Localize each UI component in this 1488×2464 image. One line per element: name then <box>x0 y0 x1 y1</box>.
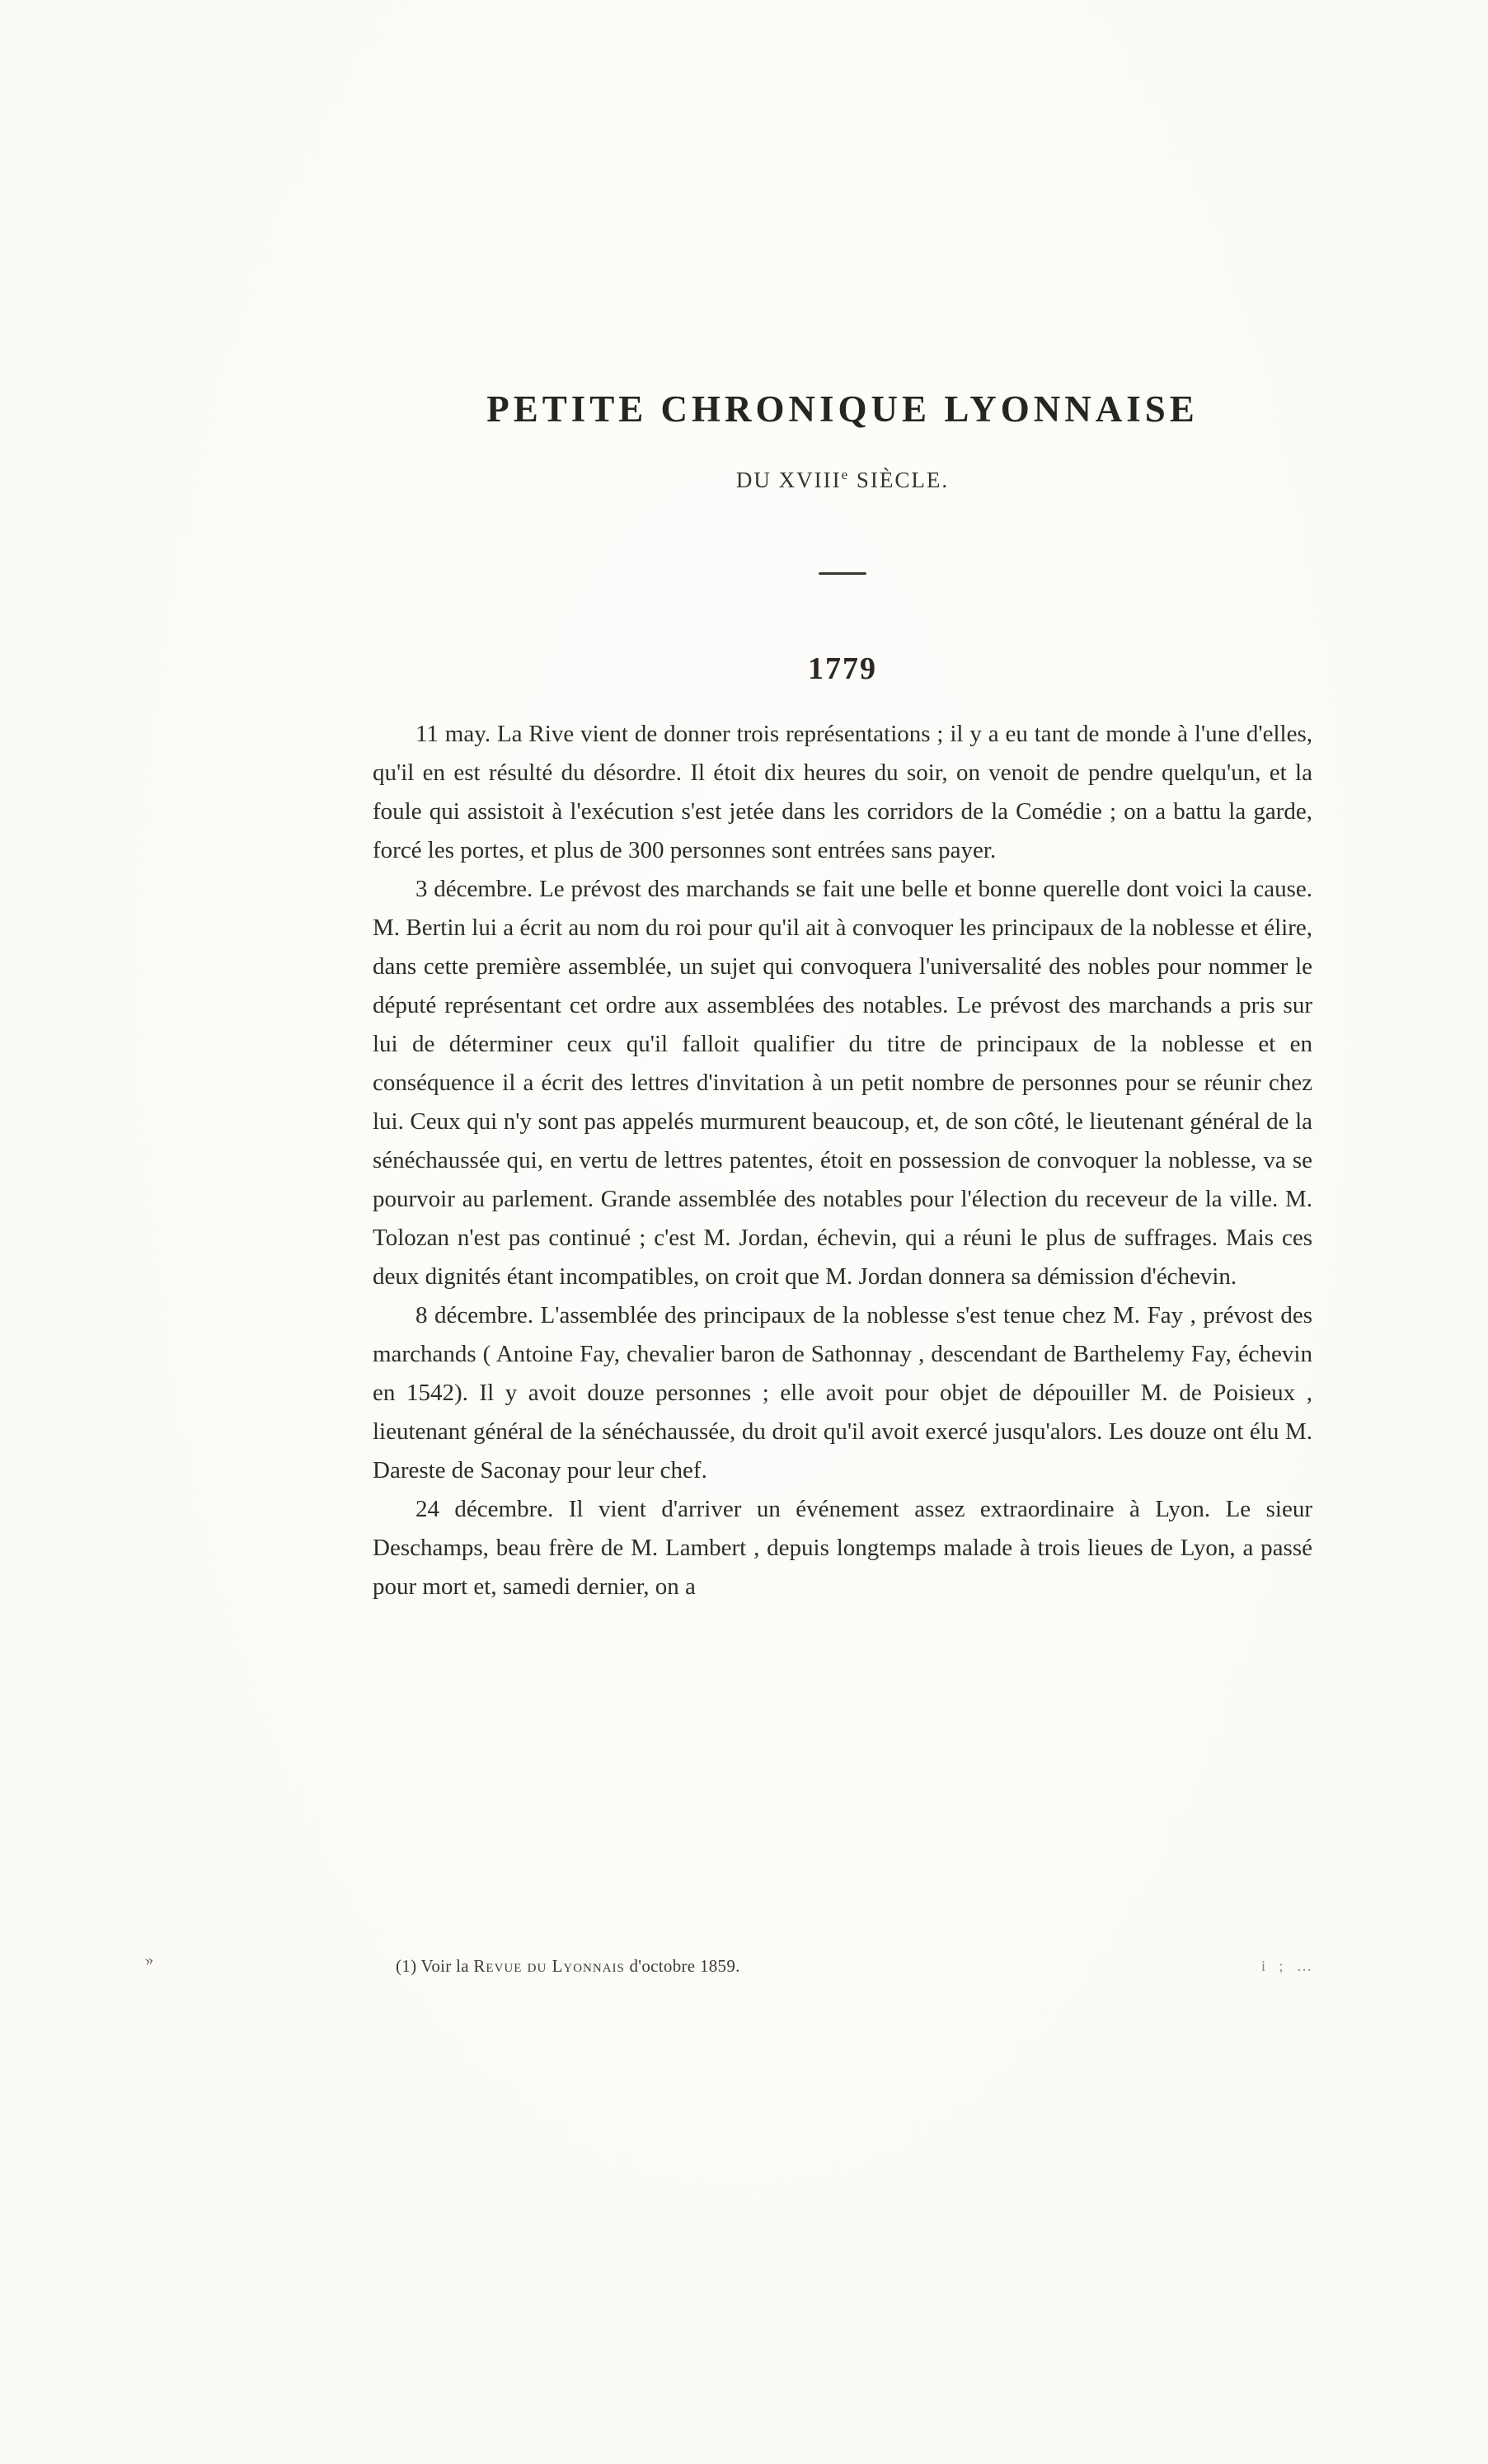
text-block <box>373 388 1312 1606</box>
footnote-text-suffix: d'octobre 1859. <box>624 1956 740 1976</box>
section-divider-rule <box>819 572 866 575</box>
page-subtitle <box>373 467 1312 493</box>
page-title: PETITE CHRONIQUE LYONNAISE <box>486 388 1199 430</box>
year-heading: 1779 <box>808 651 877 686</box>
press-signature-mark: i ; … <box>1261 1958 1317 1974</box>
paragraph-11-may: 11 may. La Rive vient de donner trois représentations ; il y a eu tant de monde à l'une d'elles, qu'il en est résulté du désordre. Il étoit dix heures du soir, on venoit de pendre quelqu'un, et la foule qui assistoit à l'exécution s'est jetée dans les corridors de la Comédie ; on a battu la garde, forcé les portes, et plus de 300 personnes sont entrées sans payer. <box>373 721 1312 863</box>
paragraph-8-decembre: 8 décembre. L'assemblée des principaux de la noblesse s'est tenue chez M. Fay , prévost des marchands ( Antoine Fay, chevalier baron de Sathonnay , descendant de Barthelemy Fay, échevin en 1542). Il y avoit douze personnes ; elle avoit pour objet de dépouiller M. de Poisieux , lieutenant général de la sénéchaussée, du droit qu'il avoit exercé jusqu'alors. Les douze ont élu M. Dareste de Saconay pour leur chef. <box>373 1302 1312 1484</box>
paragraph-24-decembre: 24 décembre. Il vient d'arriver un événement assez extraordinaire à Lyon. Le sieur Deschamps, beau frère de M. Lambert , depuis longtemps malade à trois lieues de Lyon, a passé pour mort et, samedi dernier, on a <box>373 1496 1312 1600</box>
subtitle-superscript: e <box>841 467 850 482</box>
subtitle-prefix: DU XVIII <box>735 468 842 492</box>
chronicle-body <box>373 715 1312 1606</box>
paragraph-3-decembre: 3 décembre. Le prévost des marchands se fait une belle et bonne querelle dont voici la cause. M. Bertin lui a écrit au nom du roi pour qu'il ait à convoquer les principaux de la noblesse et élire, dans cette première assemblée, un sujet qui convoquera l'universalité des nobles pour nommer le député représentant cet ordre aux assemblées des notables. Le prévost des marchands a pris sur lui de déterminer ceux qu'il falloit qualifier du titre de principaux de la noblesse et en conséquence il a écrit des lettres d'invitation à un petit nombre de personnes pour se réunir chez lui. Ceux qui n'y sont pas appelés murmurent beaucoup, et, de son côté, le lieutenant général de la sénéchaussée qui, en vertu de lettres patentes, étoit en possession de convoquer la noblesse, va se pourvoir au parlement. Grande assemblée des notables pour l'élection du receveur de la ville. M. Tolozan n'est pas continué ; c'est M. Jordan, échevin, qui a réuni le plus de suffrages. Mais ces deux dignités étant incompatibles, on croit que M. Jordan donnera sa démission d'échevin. <box>373 876 1312 1290</box>
margin-scan-mark: » <box>143 1950 156 1970</box>
footnote <box>396 1956 1303 1977</box>
footnote-marker: (1) <box>396 1956 417 1976</box>
subtitle-suffix: SIÈCLE. <box>849 468 950 492</box>
footnote-journal-name: Revue du Lyonnais <box>473 1956 625 1976</box>
footnote-text-prefix: Voir la <box>416 1956 474 1976</box>
